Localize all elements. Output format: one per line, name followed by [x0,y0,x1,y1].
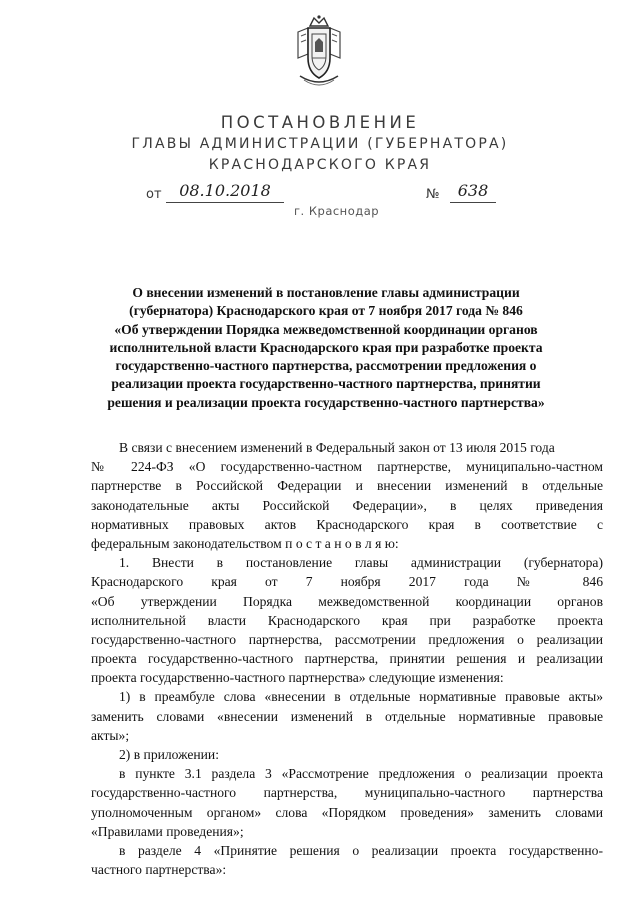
coat-of-arms-emblem [290,14,348,88]
body-line: проекта государственно-частного партнерства, принятии решения и реализации [91,651,603,667]
body-line: № 224-ФЗ «О государственно-частном партнерстве, муниципально-частном [91,459,603,475]
number-prefix: № [426,187,440,202]
body-line: «Об утверждении Порядка межведомственной координации органов [91,593,603,609]
body-line: заменить словами «внесении изменений в отдельные нормативные правовые [91,708,603,724]
body-line: В связи с внесением изменений в Федеральный закон от 13 июля 2015 года [119,440,555,455]
document-type-heading: ПОСТАНОВЛЕНИЕ [220,113,420,132]
issuer-heading-line1: ГЛАВЫ АДМИНИСТРАЦИИ (ГУБЕРНАТОРА) [131,136,509,152]
body-line: 1) в преамбуле слова «внесении в отдельные нормативные правовые акты» [119,689,603,705]
body-line: Краснодарского края от 7 ноября 2017 года № 846 [91,574,603,590]
body-line: частного партнерства»: [91,862,227,878]
body-line: нормативных правовых актов Краснодарского края в соответствие с [91,516,603,532]
body-line: проекта государственно-частного партнерства» следующие изменения: [91,670,504,686]
document-body [91,438,603,879]
city-label: г. Краснодар [294,204,380,218]
body-line: федеральным законодательством п о с т а н о в л я ю: [91,535,399,551]
body-line: партнерстве в Российской Федерации и внесении изменений в отдельные [91,478,603,494]
body-line: исполнительной власти Краснодарского края при разработке проекта [91,612,603,628]
body-line: 1. Внести в постановление главы администрации (губернатора) [119,555,603,571]
title-line: (губернатора) Краснодарского края от 7 ноября 2017 года № 846 [129,303,523,319]
body-line: законодательные акты Российской Федерации», в целях приведения [91,497,603,513]
date-prefix: от [146,187,162,202]
title-line: исполнительной власти Краснодарского края при разработке проекта [109,339,543,355]
title-line: «Об утверждении Порядка межведомственной координации органов [114,321,538,337]
title-line: государственно-частного партнерства, рассмотрении предложения о [115,358,537,374]
body-line: 2) в приложении: [119,747,219,762]
handwritten-date: 08.10.2018 [166,181,284,203]
handwritten-number: 638 [450,181,496,203]
title-line: О внесении изменений в постановление главы администрации [132,285,520,300]
issuer-heading-line2: КРАСНОДАРСКОГО КРАЯ [208,157,432,173]
body-line: в пункте 3.1 раздела 3 «Рассмотрение предложения о реализации проекта [119,766,603,782]
body-line: акты»; [91,727,130,743]
body-line: государственно-частного партнерства, муниципально-частного партнерства [91,785,603,801]
title-line: решения и реализации проекта государственно-частного партнерства» [107,394,545,410]
body-line: в разделе 4 «Принятие решения о реализации проекта государственно- [119,842,603,858]
title-line: реализации проекта государственно-частного партнерства, принятии [111,376,541,392]
body-line: «Правилами проведения»; [91,823,244,839]
document-title [100,284,552,412]
body-line: государственно-частного партнерства, рассмотрении предложения о реализации [91,631,603,647]
body-line: уполномоченным органом» слова «Порядком проведения» заменить словами [91,804,603,820]
